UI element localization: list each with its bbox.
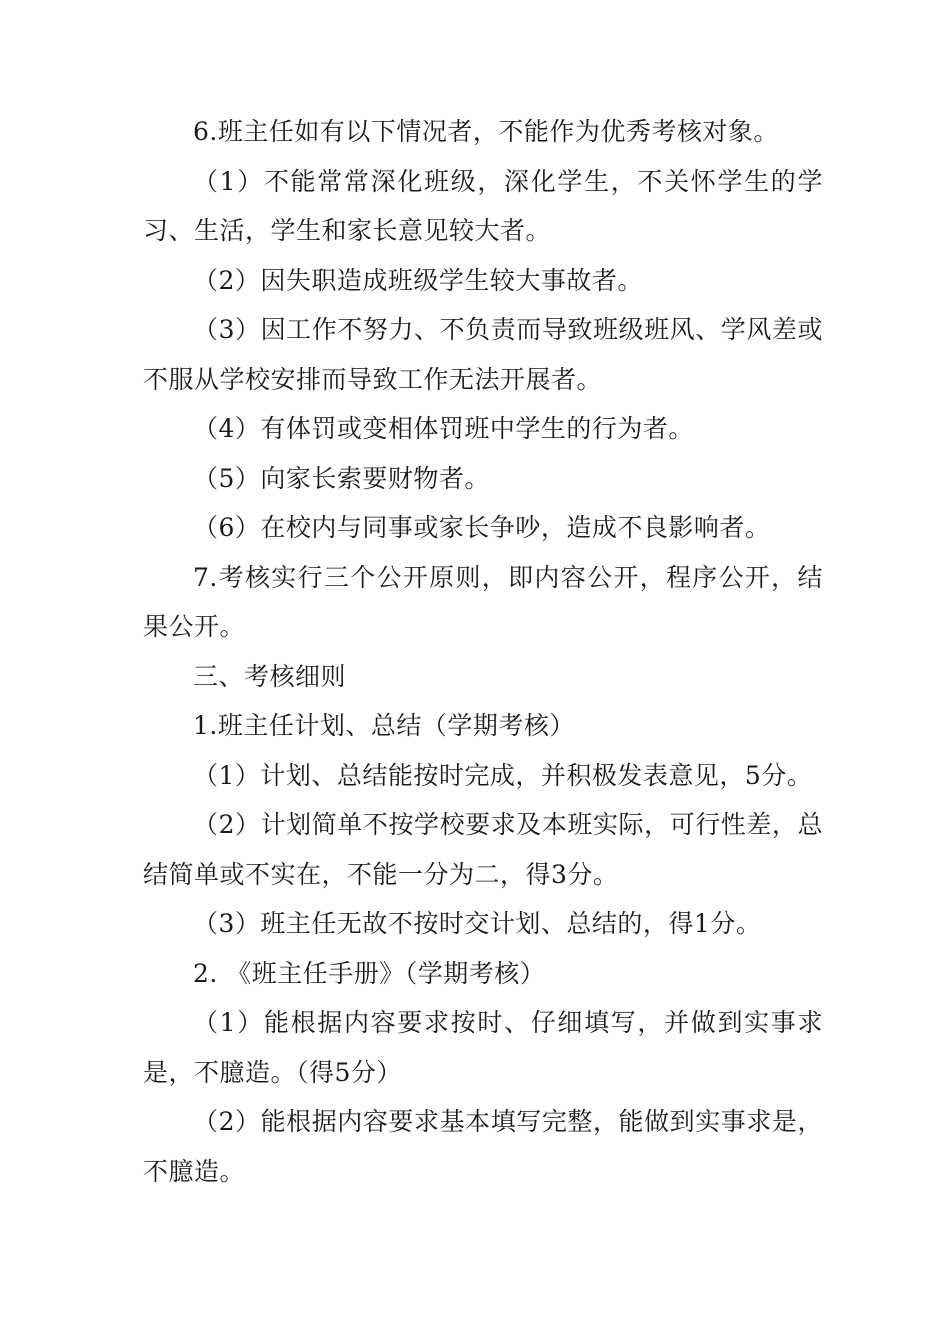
paragraph-handbook-item-2: （2）能根据内容要求基本填写完整，能做到实事求是，不臆造。 [143,1107,823,1186]
subheading-handbook: 2. 《班主任手册》（学期考核） [193,958,546,988]
paragraph-disqualify-item-1: （1）不能常常深化班级，深化学生，不关怀学生的学习、生活，学生和家长意见较大者。 [143,166,823,245]
paragraph-plan-item-3: （3）班主任无故不按时交计划、总结的，得1分。 [193,909,762,938]
paragraph-disqualify-item-5: （5）向家长索要财物者。 [193,463,490,493]
subheading-plan-summary: 1.班主任计划、总结（学期考核） [193,711,575,740]
paragraph-plan-item-2: （2）计划简单不按学校要求及本班实际，可行性差，总结简单或不实在，不能一分为二，得3分。 [143,810,823,889]
paragraph-disqualify-item-6: （6）在校内与同事或家长争吵，造成不良影响者。 [193,513,771,542]
paragraph-disqualify-heading: 6.班主任如有以下情况者，不能作为优秀考核对象。 [193,117,779,146]
paragraph-disqualify-item-4: （4）有体罚或变相体罚班中学生的行为者。 [193,414,694,443]
paragraph-open-principle: 7.考核实行三个公开原则，即内容公开，程序公开，结果公开。 [143,562,823,641]
section-heading-rules: 三、考核细则 [193,661,347,691]
paragraph-disqualify-item-3: （3）因工作不努力、不负责而导致班级班风、学风差或不服从学校安排而导致工作无法开展者。 [143,315,823,394]
paragraph-plan-item-1: （1）计划、总结能按时完成，并积极发表意见，5分。 [193,760,813,790]
paragraph-handbook-item-1: （1）能根据内容要求按时、仔细填写，并做到实事求是，不臆造。（得5分） [143,1008,823,1087]
document-body [143,107,823,1196]
paragraph-disqualify-item-2: （2）因失职造成班级学生较大事故者。 [193,265,643,295]
